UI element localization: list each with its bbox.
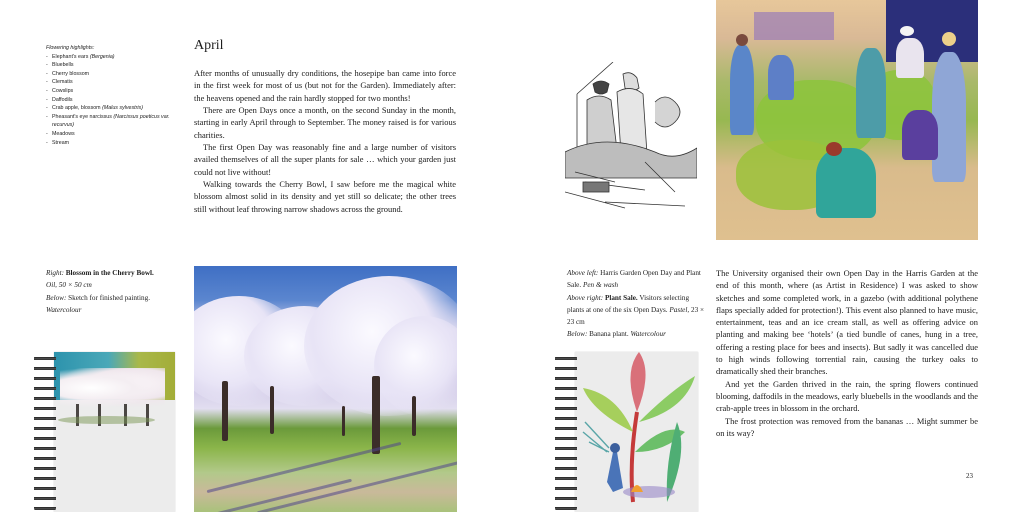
figure-head <box>900 26 914 36</box>
paragraph: Walking towards the Cherry Bowl, I saw before me the magical white blossom almost solid in its density and yet still so delicate; the other trees still without leaf throwing narrow shadows across the ground. <box>194 179 456 214</box>
tree-trunk <box>342 406 345 436</box>
tree-trunk <box>372 376 380 454</box>
paragraph: After months of unusually dry conditions, the hosepipe ban came into force in the first week for most of us (but not for the Garden). Immediately after: the heavens opened and the rain hardly stopped for two months! <box>194 68 456 103</box>
figure-head <box>942 32 956 46</box>
article-body-left <box>194 67 456 215</box>
paragraph: The frost protection was removed from the bananas … Might summer be on its way? <box>716 415 978 438</box>
paragraph: And yet the Garden thrived in the rain, the spring flowers continued blooming, daffodils in the meadows, early bluebells in the woodlands and the crab-apple trees in blossom in the orchard. <box>716 378 978 414</box>
visitor-figure <box>730 45 754 135</box>
spiral-binding <box>34 354 56 512</box>
flowering-highlights-sidebar <box>46 44 186 147</box>
paragraph: There are Open Days once a month, on the second Sunday in the month, starting in early April through to September. The money raised is for various charities. <box>194 105 456 140</box>
figure-head <box>826 142 842 156</box>
highlight-item: - Elephant's ears (Bergenia) <box>46 53 186 62</box>
page-number: 23 <box>966 472 973 480</box>
highlight-item: - Pheasant's eye narcissus (Narcissus poeticus var. recurvus) <box>46 113 186 130</box>
paragraph: The first Open Day was reasonably fine and a large number of visitors availed themselves of all the super plants for sale … which your garden just could not live without! <box>194 142 456 177</box>
highlight-item: - Clematis <box>46 78 186 87</box>
crouching-figure <box>816 148 876 218</box>
spiral-binding <box>555 354 577 512</box>
caption-plant-sale: Above left: Harris Garden Open Day and Plant Sale. Pen & wash Above right: Plant Sale. Visitors selecting plants at one of the six Open Days. Pastel, 23 × 23 cm Below: Banana plant. Watercolour <box>567 269 705 339</box>
highlight-item: - Cowslips <box>46 87 186 96</box>
highlights-list <box>46 53 186 148</box>
highlight-item: - Cherry blossom <box>46 70 186 79</box>
sketch-blossoms <box>60 368 165 408</box>
paragraph: The University organised their own Open Day in the Harris Garden at the end of this month, where (as Artist in Residence) I was asked to show sketches and some completed work, in a gazebo (with additional polythene flaps specially added for protection!). This event also planned to have music, entertainment, teas and an ice cream stall, as well as offering advice on planting and making bee ‘hotels’ (a tied bundle of canes, hung in a tree, offering a resting place for bees and insects). But sadly it was cancelled due to high winds following torrential rain, causing the turkey oaks to dramatically shed their branches. <box>716 268 978 377</box>
sketch-tree <box>146 404 149 426</box>
pen-sketch-drawing <box>565 62 697 212</box>
visitor-figure <box>856 48 886 138</box>
highlights-title: Flowering highlights: <box>46 45 95 51</box>
visitor-figure <box>768 55 794 100</box>
article-body-right <box>716 267 978 439</box>
visitor-figure <box>896 38 924 78</box>
highlight-item: - Stream <box>46 139 186 148</box>
tree-trunk <box>270 386 274 434</box>
banana-sketchbook <box>555 352 698 512</box>
cherry-bowl-painting <box>194 266 457 512</box>
tree-shadow <box>257 461 457 512</box>
highlight-item: - Bluebells <box>46 61 186 70</box>
visitor-figure <box>932 52 966 182</box>
highlight-item: - Meadows <box>46 130 186 139</box>
chapter-title: April <box>194 38 224 53</box>
highlight-item: - Daffodils <box>46 96 186 105</box>
crouching-figure <box>902 110 938 160</box>
cherry-sketchbook <box>34 352 175 512</box>
banana-plant-drawing <box>575 352 698 512</box>
sketch-grass <box>58 416 155 424</box>
tree-trunk <box>222 381 228 441</box>
sketchbook-page <box>54 352 175 512</box>
caption-cherry-bowl: Right: Blossom in the Cherry Bowl. Oil, 50 × 50 cm Below: Sketch for finished painting. Watercolour <box>46 269 154 314</box>
wall-panel <box>754 12 834 40</box>
highlight-item: - Crab apple, blossom (Malus sylvestris) <box>46 104 186 113</box>
figure-head <box>736 34 748 46</box>
pen-wash-sketch <box>565 62 697 212</box>
tree-trunk <box>412 396 416 436</box>
plant-sale-pastel <box>716 0 978 240</box>
